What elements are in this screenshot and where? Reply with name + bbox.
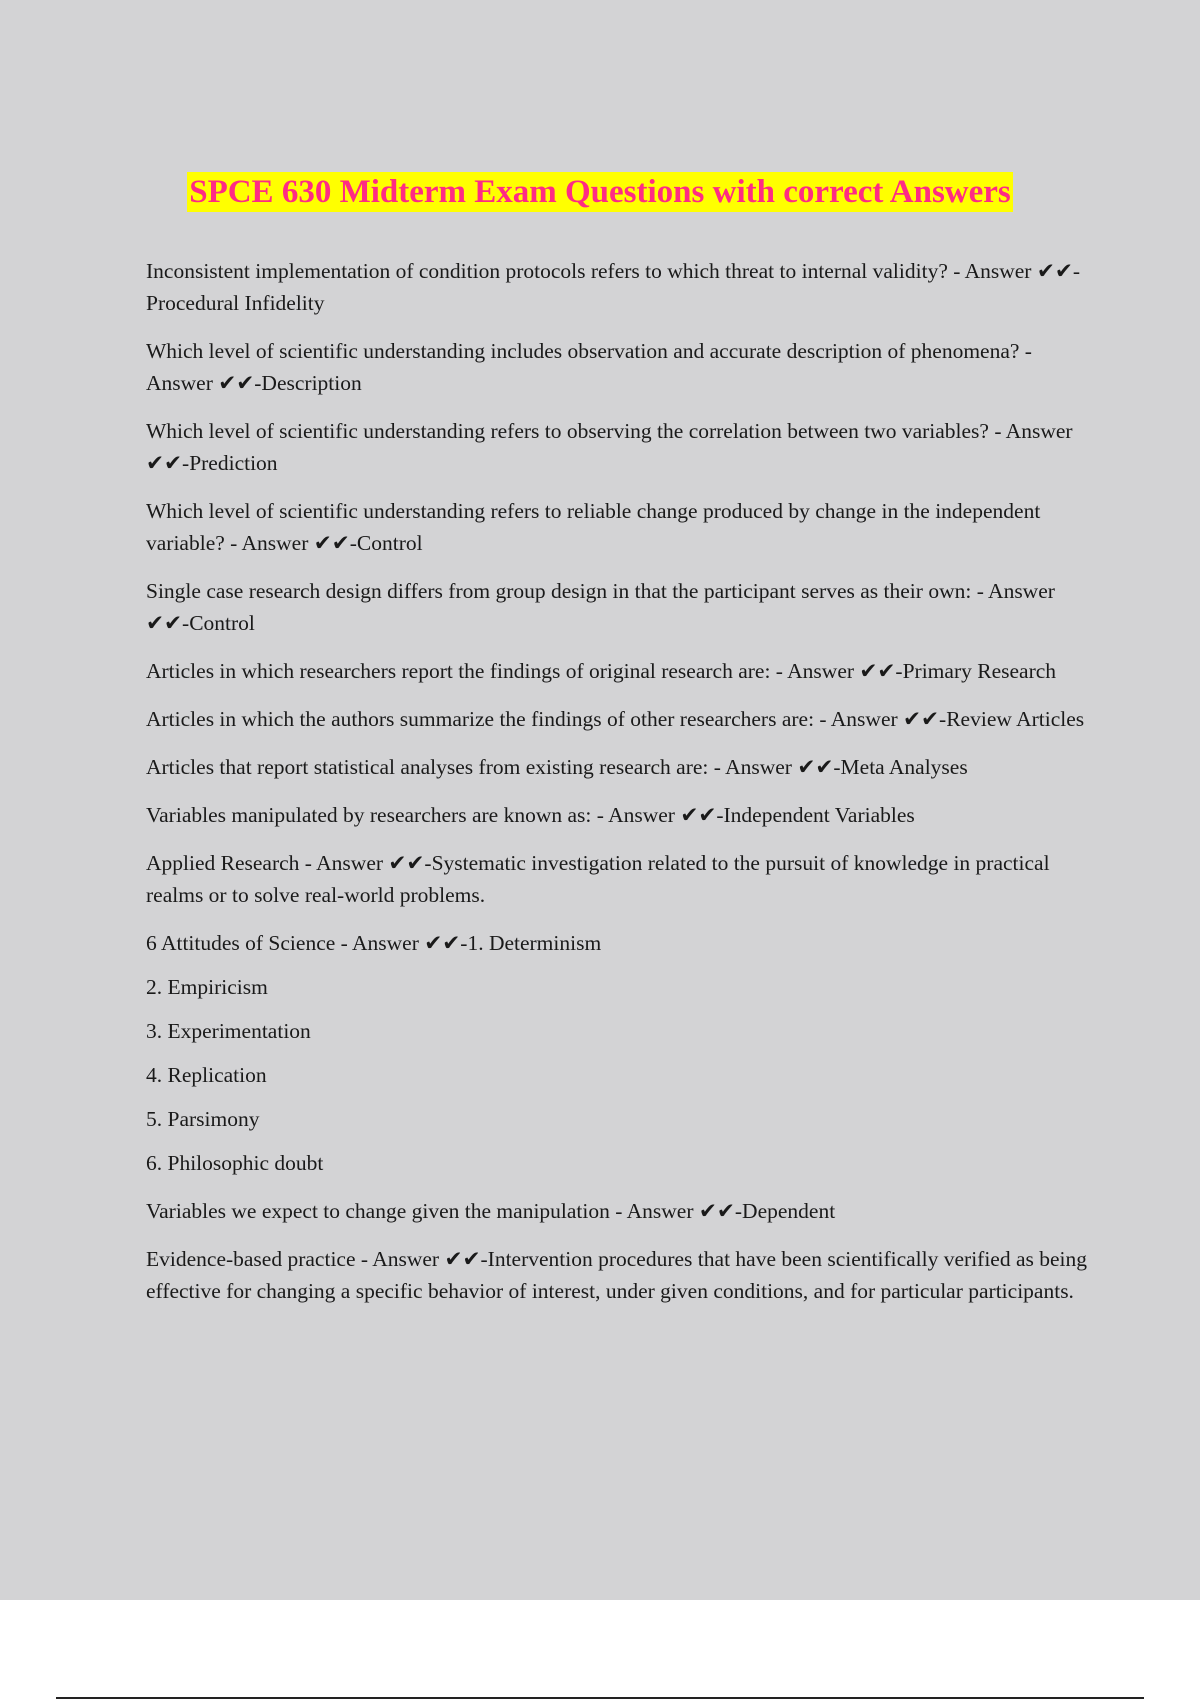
qa-paragraph: Variables manipulated by researchers are known as: - Answer ✔✔-Independent Variables [146, 803, 915, 827]
qa-paragraph: Evidence-based practice - Answer ✔✔-Intervention procedures that have been scientifically verified as being effective for changing a specific behavior of interest, under given conditions, and for particular participants. [146, 1247, 1088, 1303]
qa-paragraph: Single case research design differs from group design in that the participant serves as their own: - Answer ✔✔-Control [146, 579, 1055, 635]
list-item: 3. Experimentation [146, 1019, 311, 1043]
page-title: SPCE 630 Midterm Exam Questions with correct Answers [189, 174, 1011, 210]
qa-content [146, 255, 1096, 1323]
qa-paragraph: 6 Attitudes of Science - Answer ✔✔-1. Determinism [146, 931, 602, 955]
list-item: 6. Philosophic doubt [146, 1151, 324, 1175]
list-item: 5. Parsimony [146, 1107, 260, 1131]
qa-paragraph: Articles that report statistical analyses from existing research are: - Answer ✔✔-Meta Analyses [146, 755, 968, 779]
qa-paragraph: Which level of scientific understanding includes observation and accurate description of phenomena? - Answer ✔✔-Description [146, 339, 1032, 395]
title-container [0, 172, 1200, 212]
footer-divider [56, 1697, 1144, 1699]
qa-paragraph: Articles in which researchers report the findings of original research are: - Answer ✔✔-Primary Research [146, 659, 1057, 683]
qa-paragraph: Applied Research - Answer ✔✔-Systematic investigation related to the pursuit of knowledge in practical realms or to solve real-world problems. [146, 851, 1050, 907]
qa-paragraph: Which level of scientific understanding refers to observing the correlation between two variables? - Answer ✔✔-Prediction [146, 419, 1073, 475]
qa-paragraph: Articles in which the authors summarize the findings of other researchers are: - Answer ✔✔-Review Articles [146, 707, 1085, 731]
list-item: 4. Replication [146, 1063, 267, 1087]
qa-paragraph: Variables we expect to change given the manipulation - Answer ✔✔-Dependent [146, 1199, 836, 1223]
list-item: 2. Empiricism [146, 975, 268, 999]
qa-paragraph: Inconsistent implementation of condition protocols refers to which threat to internal validity? - Answer ✔✔-Procedural Infidelity [146, 259, 1081, 315]
qa-paragraph: Which level of scientific understanding refers to reliable change produced by change in the independent variable? - Answer ✔✔-Control [146, 499, 1041, 555]
